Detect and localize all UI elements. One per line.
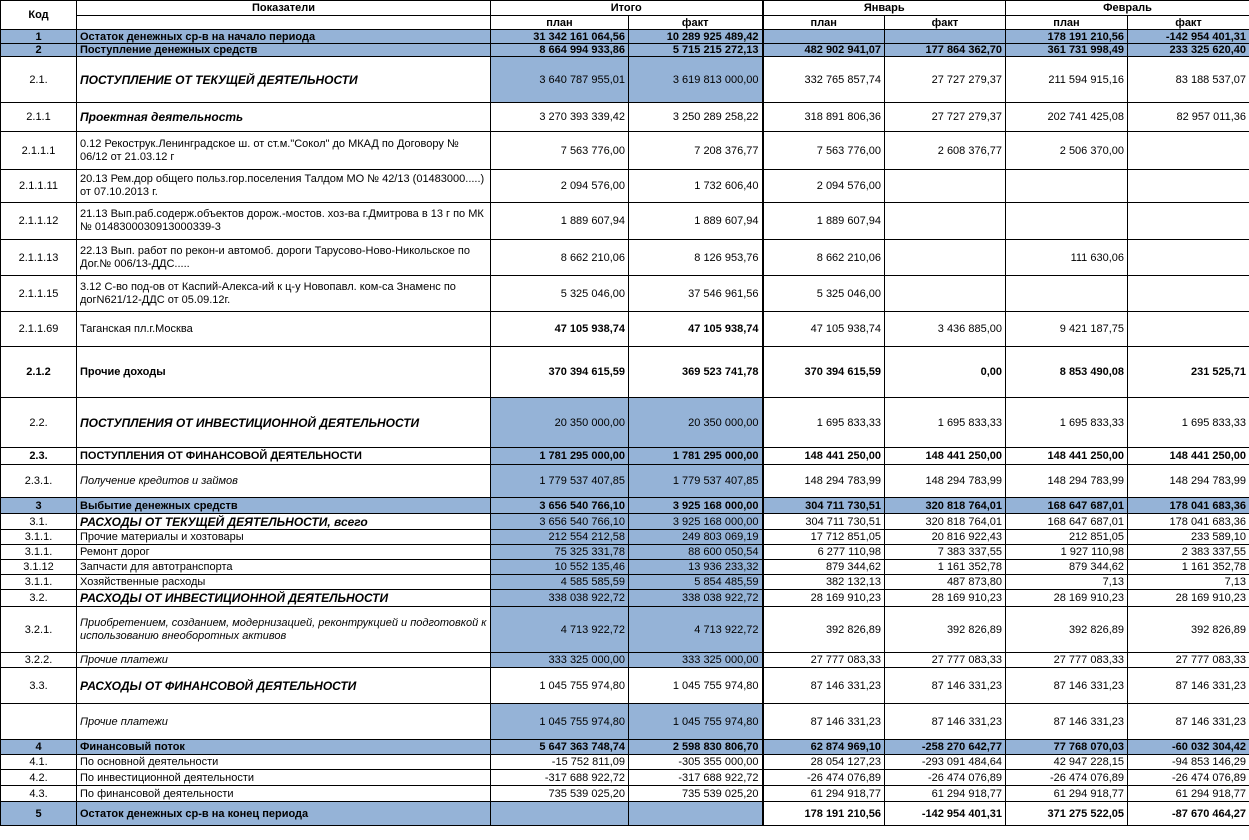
table-row: [1, 103, 1249, 132]
table-row: [1, 57, 1249, 103]
row-indicator: ПОСТУПЛЕНИЯ ОТ ФИНАНСОВОЙ ДЕЯТЕЛЬНОСТИ: [77, 448, 491, 465]
cell-jan-plan: 87 146 331,23: [763, 668, 885, 704]
cell-itogo-plan: 1 045 755 974,80: [491, 668, 629, 704]
cell-feb-plan: 7,13: [1006, 575, 1128, 590]
row-indicator: 3.12 С-во под-ов от Каспий-Алекса-ий к ц-у Новопавл. ком-са Знаменс по догN621/12-ДДС от 05.09.12г.: [77, 276, 491, 312]
cell-itogo-plan: 8 664 994 933,86: [491, 44, 629, 57]
header-total-fact: факт: [629, 16, 763, 30]
cell-jan-plan: 304 711 730,51: [763, 498, 885, 514]
row-code: 2: [1, 44, 77, 57]
table-row: [1, 498, 1249, 514]
cell-feb-plan: 87 146 331,23: [1006, 668, 1128, 704]
cell-itogo-plan: 1 781 295 000,00: [491, 448, 629, 465]
table-row: [1, 276, 1249, 312]
cell-feb-fact: 28 169 910,23: [1128, 590, 1249, 607]
cell-feb-fact: 82 957 011,36: [1128, 103, 1249, 132]
row-code: 2.1.1.11: [1, 170, 77, 203]
cell-jan-fact: 28 169 910,23: [885, 590, 1006, 607]
cell-feb-fact: [1128, 240, 1249, 276]
cell-feb-fact: 178 041 683,36: [1128, 498, 1249, 514]
cell-jan-plan: 62 874 969,10: [763, 740, 885, 755]
cell-jan-plan: 17 712 851,05: [763, 530, 885, 545]
header-row-1: [1, 1, 1249, 16]
row-indicator: По основной деятельности: [77, 755, 491, 770]
cell-feb-plan: -26 474 076,89: [1006, 770, 1128, 786]
row-indicator: Поступление денежных средств: [77, 44, 491, 57]
cell-jan-plan: 7 563 776,00: [763, 132, 885, 170]
row-indicator: Проектная деятельность: [77, 103, 491, 132]
cell-itogo-fact: -305 355 000,00: [629, 755, 763, 770]
cell-itogo-fact: 1 045 755 974,80: [629, 668, 763, 704]
table-row: [1, 465, 1249, 498]
cell-feb-plan: 8 853 490,08: [1006, 347, 1128, 398]
cell-jan-plan: 2 094 576,00: [763, 170, 885, 203]
cell-itogo-plan: 8 662 210,06: [491, 240, 629, 276]
row-code: 2.1.1.12: [1, 203, 77, 240]
cell-feb-plan: 202 741 425,08: [1006, 103, 1128, 132]
cell-itogo-plan: 5 325 046,00: [491, 276, 629, 312]
cell-jan-plan: 318 891 806,36: [763, 103, 885, 132]
cell-feb-fact: [1128, 132, 1249, 170]
cell-jan-fact: 320 818 764,01: [885, 514, 1006, 530]
cell-itogo-fact: 4 713 922,72: [629, 607, 763, 653]
cell-itogo-plan: 4 585 585,59: [491, 575, 629, 590]
table-row: [1, 755, 1249, 770]
row-indicator: Финансовый поток: [77, 740, 491, 755]
cell-jan-plan: 332 765 857,74: [763, 57, 885, 103]
cell-feb-fact: -94 853 146,29: [1128, 755, 1249, 770]
cell-feb-fact: 27 777 083,33: [1128, 653, 1249, 668]
cell-jan-fact: -258 270 642,77: [885, 740, 1006, 755]
cell-jan-fact: 87 146 331,23: [885, 668, 1006, 704]
table-row: [1, 770, 1249, 786]
cell-jan-fact: 2 608 376,77: [885, 132, 1006, 170]
cell-itogo-fact: 3 619 813 000,00: [629, 57, 763, 103]
cell-jan-fact: 27 727 279,37: [885, 57, 1006, 103]
cell-jan-plan: 47 105 938,74: [763, 312, 885, 347]
cell-jan-fact: 487 873,80: [885, 575, 1006, 590]
table-row: [1, 590, 1249, 607]
row-code: 5: [1, 802, 77, 826]
row-code: 2.1.1.69: [1, 312, 77, 347]
table-row: [1, 607, 1249, 653]
cell-itogo-plan: 10 552 135,46: [491, 560, 629, 575]
row-indicator: Прочие платежи: [77, 653, 491, 668]
row-indicator: Запчасти для автотранспорта: [77, 560, 491, 575]
cell-itogo-fact: -317 688 922,72: [629, 770, 763, 786]
header-total: Итого: [491, 1, 763, 16]
cell-feb-plan: 27 777 083,33: [1006, 653, 1128, 668]
row-indicator: РАСХОДЫ ОТ ФИНАНСОВОЙ ДЕЯТЕЛЬНОСТИ: [77, 668, 491, 704]
row-code: [1, 704, 77, 740]
cell-jan-plan: 87 146 331,23: [763, 704, 885, 740]
table-row: [1, 802, 1249, 826]
cell-itogo-fact: 735 539 025,20: [629, 786, 763, 802]
table-row: [1, 448, 1249, 465]
cell-jan-fact: [885, 203, 1006, 240]
cell-feb-fact: 233 325 620,40: [1128, 44, 1249, 57]
cell-jan-plan: 1 889 607,94: [763, 203, 885, 240]
cell-jan-plan: 178 191 210,56: [763, 802, 885, 826]
cell-itogo-fact: 2 598 830 806,70: [629, 740, 763, 755]
cell-itogo-plan: 2 094 576,00: [491, 170, 629, 203]
cell-feb-plan: 61 294 918,77: [1006, 786, 1128, 802]
row-indicator: 21.13 Вып.раб.содерж.объектов дорож.-мостов. хоз-ва г.Дмитрова в 13 г по МК № 0148300030913000339-3: [77, 203, 491, 240]
cell-jan-plan: 27 777 083,33: [763, 653, 885, 668]
cell-feb-fact: [1128, 312, 1249, 347]
table-row: [1, 704, 1249, 740]
table-row: [1, 545, 1249, 560]
row-code: 3.1.1.: [1, 575, 77, 590]
row-indicator: Ремонт дорог: [77, 545, 491, 560]
cell-jan-fact: [885, 240, 1006, 276]
cell-jan-plan: -26 474 076,89: [763, 770, 885, 786]
cell-jan-fact: 27 727 279,37: [885, 103, 1006, 132]
cell-itogo-plan: 3 270 393 339,42: [491, 103, 629, 132]
table-body: [1, 30, 1249, 826]
cell-itogo-fact: 20 350 000,00: [629, 398, 763, 448]
row-indicator: ПОСТУПЛЕНИЕ ОТ ТЕКУЩЕЙ ДЕЯТЕЛЬНОСТИ: [77, 57, 491, 103]
row-code: 3.1.1.: [1, 530, 77, 545]
cell-jan-plan: 28 169 910,23: [763, 590, 885, 607]
cell-jan-fact: 27 777 083,33: [885, 653, 1006, 668]
cell-itogo-plan: [491, 802, 629, 826]
row-code: 3.2.1.: [1, 607, 77, 653]
row-code: 2.1.1.13: [1, 240, 77, 276]
cell-itogo-fact: 1 889 607,94: [629, 203, 763, 240]
cell-feb-fact: 231 525,71: [1128, 347, 1249, 398]
table-row: [1, 132, 1249, 170]
cell-jan-plan: 370 394 615,59: [763, 347, 885, 398]
row-code: 2.3.: [1, 448, 77, 465]
cell-feb-plan: [1006, 170, 1128, 203]
cell-itogo-plan: 7 563 776,00: [491, 132, 629, 170]
row-indicator: РАСХОДЫ ОТ ИНВЕСТИЦИОННОЙ ДЕЯТЕЛЬНОСТИ: [77, 590, 491, 607]
cell-itogo-fact: 1 781 295 000,00: [629, 448, 763, 465]
cell-itogo-plan: 338 038 922,72: [491, 590, 629, 607]
cell-itogo-plan: 1 045 755 974,80: [491, 704, 629, 740]
cell-feb-plan: 28 169 910,23: [1006, 590, 1128, 607]
row-code: 4: [1, 740, 77, 755]
table-row: [1, 575, 1249, 590]
row-indicator: РАСХОДЫ ОТ ТЕКУЩЕЙ ДЕЯТЕЛЬНОСТИ, всего: [77, 514, 491, 530]
cell-feb-fact: 233 589,10: [1128, 530, 1249, 545]
table-row: [1, 170, 1249, 203]
row-indicator: Приобретением, созданием, модернизацией, реконтрукцией и подготовкой к использованию внеоборотных активов: [77, 607, 491, 653]
cell-itogo-plan: -15 752 811,09: [491, 755, 629, 770]
cell-feb-fact: 7,13: [1128, 575, 1249, 590]
row-indicator: 0.12 Рекострук.Ленинградское ш. от ст.м."Сокол" до МКАД по Договору № 06/12 от 21.03.12 г: [77, 132, 491, 170]
table-row: [1, 530, 1249, 545]
cell-itogo-plan: 4 713 922,72: [491, 607, 629, 653]
row-code: 2.1.2: [1, 347, 77, 398]
cell-itogo-fact: 1 732 606,40: [629, 170, 763, 203]
cell-jan-plan: 1 695 833,33: [763, 398, 885, 448]
row-code: 2.2.: [1, 398, 77, 448]
cell-itogo-fact: 10 289 925 489,42: [629, 30, 763, 44]
cell-feb-plan: 9 421 187,75: [1006, 312, 1128, 347]
cell-itogo-fact: 1 779 537 407,85: [629, 465, 763, 498]
row-code: 2.1.: [1, 57, 77, 103]
cell-feb-plan: [1006, 276, 1128, 312]
row-indicator: 20.13 Рем.дор общего польз.гор.поселения Талдом МО № 42/13 (01483000.....) от 07.10.2013 г.: [77, 170, 491, 203]
header-indicators-blank: [77, 16, 491, 30]
row-code: 4.2.: [1, 770, 77, 786]
row-indicator: Выбытие денежных средств: [77, 498, 491, 514]
cell-itogo-plan: 3 656 540 766,10: [491, 498, 629, 514]
cell-itogo-plan: 333 325 000,00: [491, 653, 629, 668]
row-code: 4.3.: [1, 786, 77, 802]
header-total-plan: план: [491, 16, 629, 30]
table-row: [1, 312, 1249, 347]
cell-itogo-plan: 370 394 615,59: [491, 347, 629, 398]
header-jan-fact: факт: [885, 16, 1006, 30]
row-indicator: Таганская пл.г.Москва: [77, 312, 491, 347]
cell-feb-plan: 361 731 998,49: [1006, 44, 1128, 57]
cell-itogo-fact: 3 925 168 000,00: [629, 514, 763, 530]
cell-feb-plan: 211 594 915,16: [1006, 57, 1128, 103]
cell-feb-plan: 879 344,62: [1006, 560, 1128, 575]
table-row: [1, 653, 1249, 668]
row-code: 3: [1, 498, 77, 514]
cell-jan-fact: 3 436 885,00: [885, 312, 1006, 347]
table-row: [1, 786, 1249, 802]
cell-jan-plan: 482 902 941,07: [763, 44, 885, 57]
cell-feb-plan: 2 506 370,00: [1006, 132, 1128, 170]
cell-itogo-plan: 3 640 787 955,01: [491, 57, 629, 103]
cell-feb-fact: 61 294 918,77: [1128, 786, 1249, 802]
cell-itogo-plan: 5 647 363 748,74: [491, 740, 629, 755]
cell-feb-plan: 178 191 210,56: [1006, 30, 1128, 44]
row-indicator: Получение кредитов и займов: [77, 465, 491, 498]
cell-feb-fact: 2 383 337,55: [1128, 545, 1249, 560]
table-row: [1, 740, 1249, 755]
cell-itogo-fact: 7 208 376,77: [629, 132, 763, 170]
cell-itogo-fact: 88 600 050,54: [629, 545, 763, 560]
cell-itogo-fact: [629, 802, 763, 826]
cell-itogo-fact: 369 523 741,78: [629, 347, 763, 398]
cell-itogo-plan: 3 656 540 766,10: [491, 514, 629, 530]
cell-itogo-fact: 1 045 755 974,80: [629, 704, 763, 740]
row-code: 3.2.: [1, 590, 77, 607]
table-row: [1, 44, 1249, 57]
row-code: 3.1.: [1, 514, 77, 530]
cell-itogo-fact: 338 038 922,72: [629, 590, 763, 607]
cell-itogo-plan: 75 325 331,78: [491, 545, 629, 560]
row-code: 3.1.1.: [1, 545, 77, 560]
cell-feb-plan: 168 647 687,01: [1006, 514, 1128, 530]
cell-feb-fact: [1128, 276, 1249, 312]
cell-feb-fact: 178 041 683,36: [1128, 514, 1249, 530]
row-indicator: По финансовой деятельности: [77, 786, 491, 802]
cell-itogo-fact: 47 105 938,74: [629, 312, 763, 347]
cell-feb-plan: 1 695 833,33: [1006, 398, 1128, 448]
row-code: 1: [1, 30, 77, 44]
cell-jan-fact: [885, 276, 1006, 312]
row-indicator: Прочие доходы: [77, 347, 491, 398]
cell-itogo-fact: 13 936 233,32: [629, 560, 763, 575]
cell-feb-plan: 111 630,06: [1006, 240, 1128, 276]
row-code: 2.3.1.: [1, 465, 77, 498]
cell-feb-fact: 87 146 331,23: [1128, 668, 1249, 704]
cell-itogo-plan: 20 350 000,00: [491, 398, 629, 448]
cell-feb-plan: 212 851,05: [1006, 530, 1128, 545]
row-code: 3.3.: [1, 668, 77, 704]
row-code: 2.1.1: [1, 103, 77, 132]
table-row: [1, 30, 1249, 44]
cell-itogo-plan: 1 889 607,94: [491, 203, 629, 240]
cell-jan-fact: 177 864 362,70: [885, 44, 1006, 57]
row-indicator: ПОСТУПЛЕНИЯ ОТ ИНВЕСТИЦИОННОЙ ДЕЯТЕЛЬНОСТИ: [77, 398, 491, 448]
cell-itogo-fact: 333 325 000,00: [629, 653, 763, 668]
cell-jan-plan: 6 277 110,98: [763, 545, 885, 560]
header-feb-plan: план: [1006, 16, 1128, 30]
row-indicator: Прочие материалы и хозтовары: [77, 530, 491, 545]
cell-feb-plan: [1006, 203, 1128, 240]
cell-jan-fact: -26 474 076,89: [885, 770, 1006, 786]
cell-jan-plan: 148 294 783,99: [763, 465, 885, 498]
cell-jan-fact: 0,00: [885, 347, 1006, 398]
cell-jan-fact: [885, 170, 1006, 203]
cell-jan-fact: 61 294 918,77: [885, 786, 1006, 802]
cell-feb-plan: 168 647 687,01: [1006, 498, 1128, 514]
row-code: 3.2.2.: [1, 653, 77, 668]
cell-jan-fact: 392 826,89: [885, 607, 1006, 653]
header-jan-plan: план: [763, 16, 885, 30]
row-indicator: Хозяйственные расходы: [77, 575, 491, 590]
row-indicator: Остаток денежных ср-в на начало периода: [77, 30, 491, 44]
cell-itogo-plan: 1 779 537 407,85: [491, 465, 629, 498]
cell-jan-plan: 382 132,13: [763, 575, 885, 590]
cell-itogo-fact: 3 925 168 000,00: [629, 498, 763, 514]
cell-itogo-fact: 3 250 289 258,22: [629, 103, 763, 132]
cell-feb-plan: 87 146 331,23: [1006, 704, 1128, 740]
cell-itogo-fact: 5 715 215 272,13: [629, 44, 763, 57]
cell-feb-fact: 1 161 352,78: [1128, 560, 1249, 575]
cell-itogo-plan: 735 539 025,20: [491, 786, 629, 802]
cell-jan-fact: 20 816 922,43: [885, 530, 1006, 545]
cell-jan-fact: 7 383 337,55: [885, 545, 1006, 560]
cell-feb-fact: 83 188 537,07: [1128, 57, 1249, 103]
cell-feb-fact: [1128, 170, 1249, 203]
cell-jan-fact: 1 161 352,78: [885, 560, 1006, 575]
header-february: Февраль: [1006, 1, 1249, 16]
row-code: 3.1.12: [1, 560, 77, 575]
cell-feb-plan: 371 275 522,05: [1006, 802, 1128, 826]
header-january: Январь: [763, 1, 1006, 16]
cell-feb-fact: 392 826,89: [1128, 607, 1249, 653]
cell-jan-plan: [763, 30, 885, 44]
row-code: 2.1.1.1: [1, 132, 77, 170]
table-row: [1, 514, 1249, 530]
cell-feb-fact: -142 954 401,31: [1128, 30, 1249, 44]
cell-feb-plan: 148 441 250,00: [1006, 448, 1128, 465]
row-code: 2.1.1.15: [1, 276, 77, 312]
header-indicators: Показатели: [77, 1, 491, 16]
row-indicator: 22.13 Вып. работ по рекон-и автомоб. дороги Тарусово-Ново-Никольское по Дог.№ 006/13-ДДС.....: [77, 240, 491, 276]
table-row: [1, 398, 1249, 448]
cell-feb-fact: 1 695 833,33: [1128, 398, 1249, 448]
cell-jan-plan: 304 711 730,51: [763, 514, 885, 530]
row-code: 4.1.: [1, 755, 77, 770]
cell-jan-plan: 8 662 210,06: [763, 240, 885, 276]
cell-feb-fact: -60 032 304,42: [1128, 740, 1249, 755]
cell-jan-plan: 5 325 046,00: [763, 276, 885, 312]
header-code: Код: [1, 1, 77, 30]
table-row: [1, 347, 1249, 398]
header-feb-fact: факт: [1128, 16, 1249, 30]
cell-feb-fact: 148 441 250,00: [1128, 448, 1249, 465]
cell-itogo-plan: 31 342 161 064,56: [491, 30, 629, 44]
cell-feb-fact: -87 670 464,27: [1128, 802, 1249, 826]
table-row: [1, 203, 1249, 240]
cell-itogo-fact: 249 803 069,19: [629, 530, 763, 545]
cell-feb-fact: 148 294 783,99: [1128, 465, 1249, 498]
cell-jan-fact: 148 441 250,00: [885, 448, 1006, 465]
cell-feb-fact: [1128, 203, 1249, 240]
cell-jan-plan: 879 344,62: [763, 560, 885, 575]
cell-itogo-plan: 212 554 212,58: [491, 530, 629, 545]
cell-jan-fact: 320 818 764,01: [885, 498, 1006, 514]
cell-feb-fact: -26 474 076,89: [1128, 770, 1249, 786]
cell-itogo-plan: 47 105 938,74: [491, 312, 629, 347]
cell-itogo-plan: -317 688 922,72: [491, 770, 629, 786]
cell-jan-fact: -142 954 401,31: [885, 802, 1006, 826]
cell-jan-plan: 148 441 250,00: [763, 448, 885, 465]
cell-itogo-fact: 37 546 961,56: [629, 276, 763, 312]
table-row: [1, 560, 1249, 575]
cell-feb-fact: 87 146 331,23: [1128, 704, 1249, 740]
cell-jan-fact: 87 146 331,23: [885, 704, 1006, 740]
cell-feb-plan: 77 768 070,03: [1006, 740, 1128, 755]
cell-feb-plan: 392 826,89: [1006, 607, 1128, 653]
table-row: [1, 668, 1249, 704]
row-indicator: Остаток денежных ср-в на конец периода: [77, 802, 491, 826]
header-row-2: [1, 16, 1249, 30]
cell-itogo-fact: 5 854 485,59: [629, 575, 763, 590]
cell-feb-plan: 42 947 228,15: [1006, 755, 1128, 770]
cell-jan-fact: -293 091 484,64: [885, 755, 1006, 770]
row-indicator: По инвестиционной деятельности: [77, 770, 491, 786]
table-row: [1, 240, 1249, 276]
cell-jan-fact: [885, 30, 1006, 44]
cell-jan-plan: 28 054 127,23: [763, 755, 885, 770]
row-indicator: Прочие платежи: [77, 704, 491, 740]
cell-jan-plan: 392 826,89: [763, 607, 885, 653]
cell-jan-fact: 148 294 783,99: [885, 465, 1006, 498]
cell-feb-plan: 148 294 783,99: [1006, 465, 1128, 498]
cell-jan-plan: 61 294 918,77: [763, 786, 885, 802]
cell-jan-fact: 1 695 833,33: [885, 398, 1006, 448]
cell-feb-plan: 1 927 110,98: [1006, 545, 1128, 560]
cell-itogo-fact: 8 126 953,76: [629, 240, 763, 276]
